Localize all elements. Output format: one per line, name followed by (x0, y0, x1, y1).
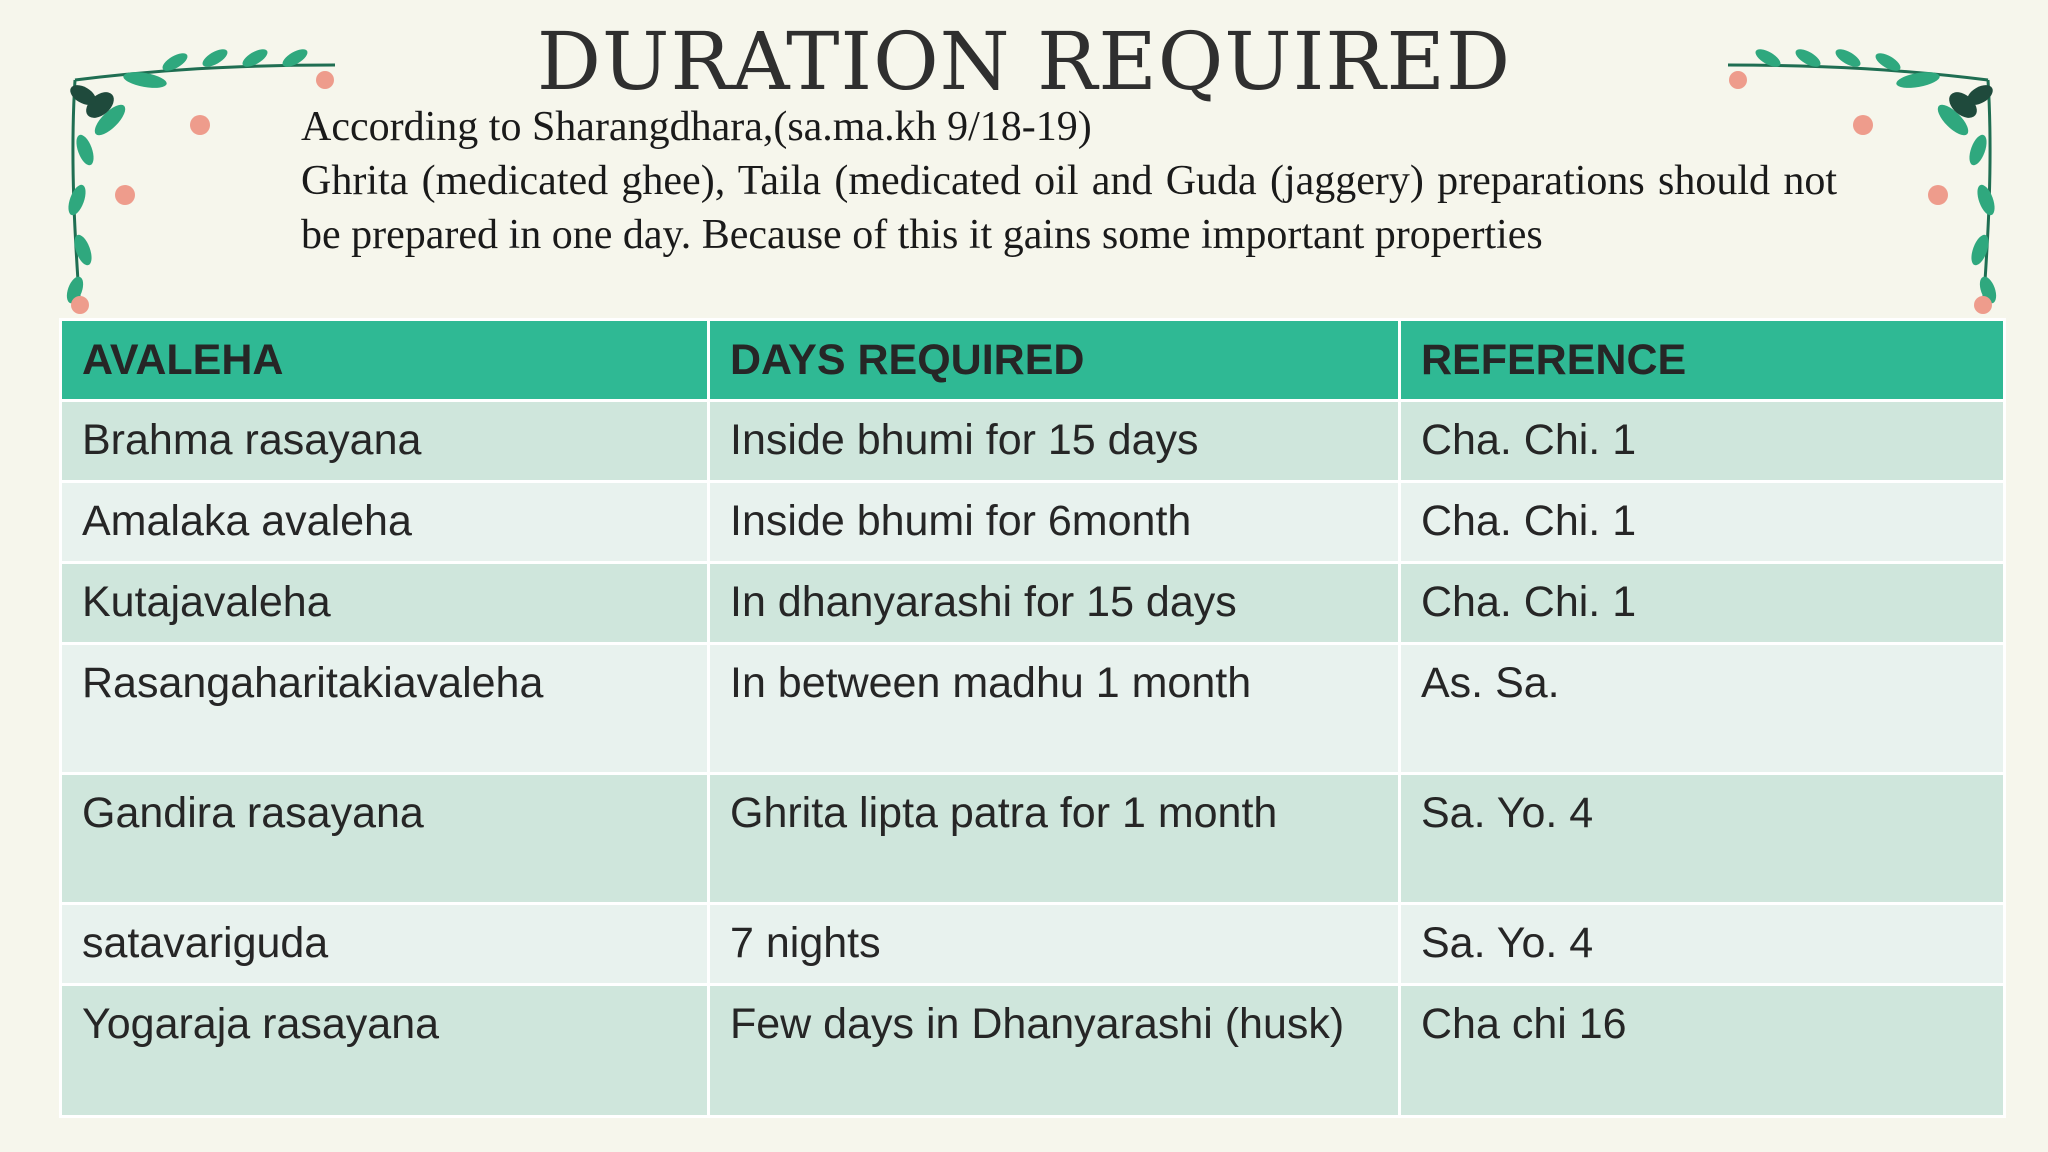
duration-table (59, 318, 2006, 1118)
days-cell: Inside bhumi for 15 days (709, 401, 1400, 482)
days-cell: In between madhu 1 month (709, 644, 1400, 774)
days-cell: Ghrita lipta patra for 1 month (709, 774, 1400, 904)
avaleha-cell: Gandira rasayana (61, 774, 709, 904)
reference-cell: Cha. Chi. 1 (1400, 482, 2005, 563)
avaleha-cell: Yogaraja rasayana (61, 985, 709, 1117)
column-header-avaleha: AVALEHA (61, 320, 709, 401)
table-row (61, 904, 2005, 985)
reference-cell: Sa. Yo. 4 (1400, 904, 2005, 985)
table-row (61, 482, 2005, 563)
days-cell: Inside bhumi for 6month (709, 482, 1400, 563)
page-title: DURATION REQUIRED (536, 15, 1512, 108)
reference-cell: As. Sa. (1400, 644, 2005, 774)
column-header-reference: REFERENCE (1400, 320, 2005, 401)
source-line: According to Sharangdhara,(sa.ma.kh 9/18-19) (301, 104, 1092, 150)
reference-cell: Cha chi 16 (1400, 985, 2005, 1117)
table-row (61, 985, 2005, 1117)
column-header-days-required: DAYS REQUIRED (709, 320, 1400, 401)
avaleha-cell: Rasangaharitakiavaleha (61, 644, 709, 774)
avaleha-cell: Brahma rasayana (61, 401, 709, 482)
days-cell: Few days in Dhanyarashi (husk) (709, 985, 1400, 1117)
days-cell: In dhanyarashi for 15 days (709, 563, 1400, 644)
reference-cell: Cha. Chi. 1 (1400, 401, 2005, 482)
table-row (61, 401, 2005, 482)
reference-cell: Sa. Yo. 4 (1400, 774, 2005, 904)
avaleha-cell: satavariguda (61, 904, 709, 985)
avaleha-cell: Kutajavaleha (61, 563, 709, 644)
table-header-row (61, 320, 2005, 401)
table-row (61, 644, 2005, 774)
avaleha-cell: Amalaka avaleha (61, 482, 709, 563)
table-row (61, 774, 2005, 904)
reference-cell: Cha. Chi. 1 (1400, 563, 2005, 644)
note-paragraph: Ghrita (medicated ghee), Taila (medicated oil and Guda (jaggery) preparations should not be prepared in one day. Because of this it gains some important properties (301, 158, 1837, 258)
days-cell: 7 nights (709, 904, 1400, 985)
intro-text (301, 100, 1837, 262)
table-row (61, 563, 2005, 644)
